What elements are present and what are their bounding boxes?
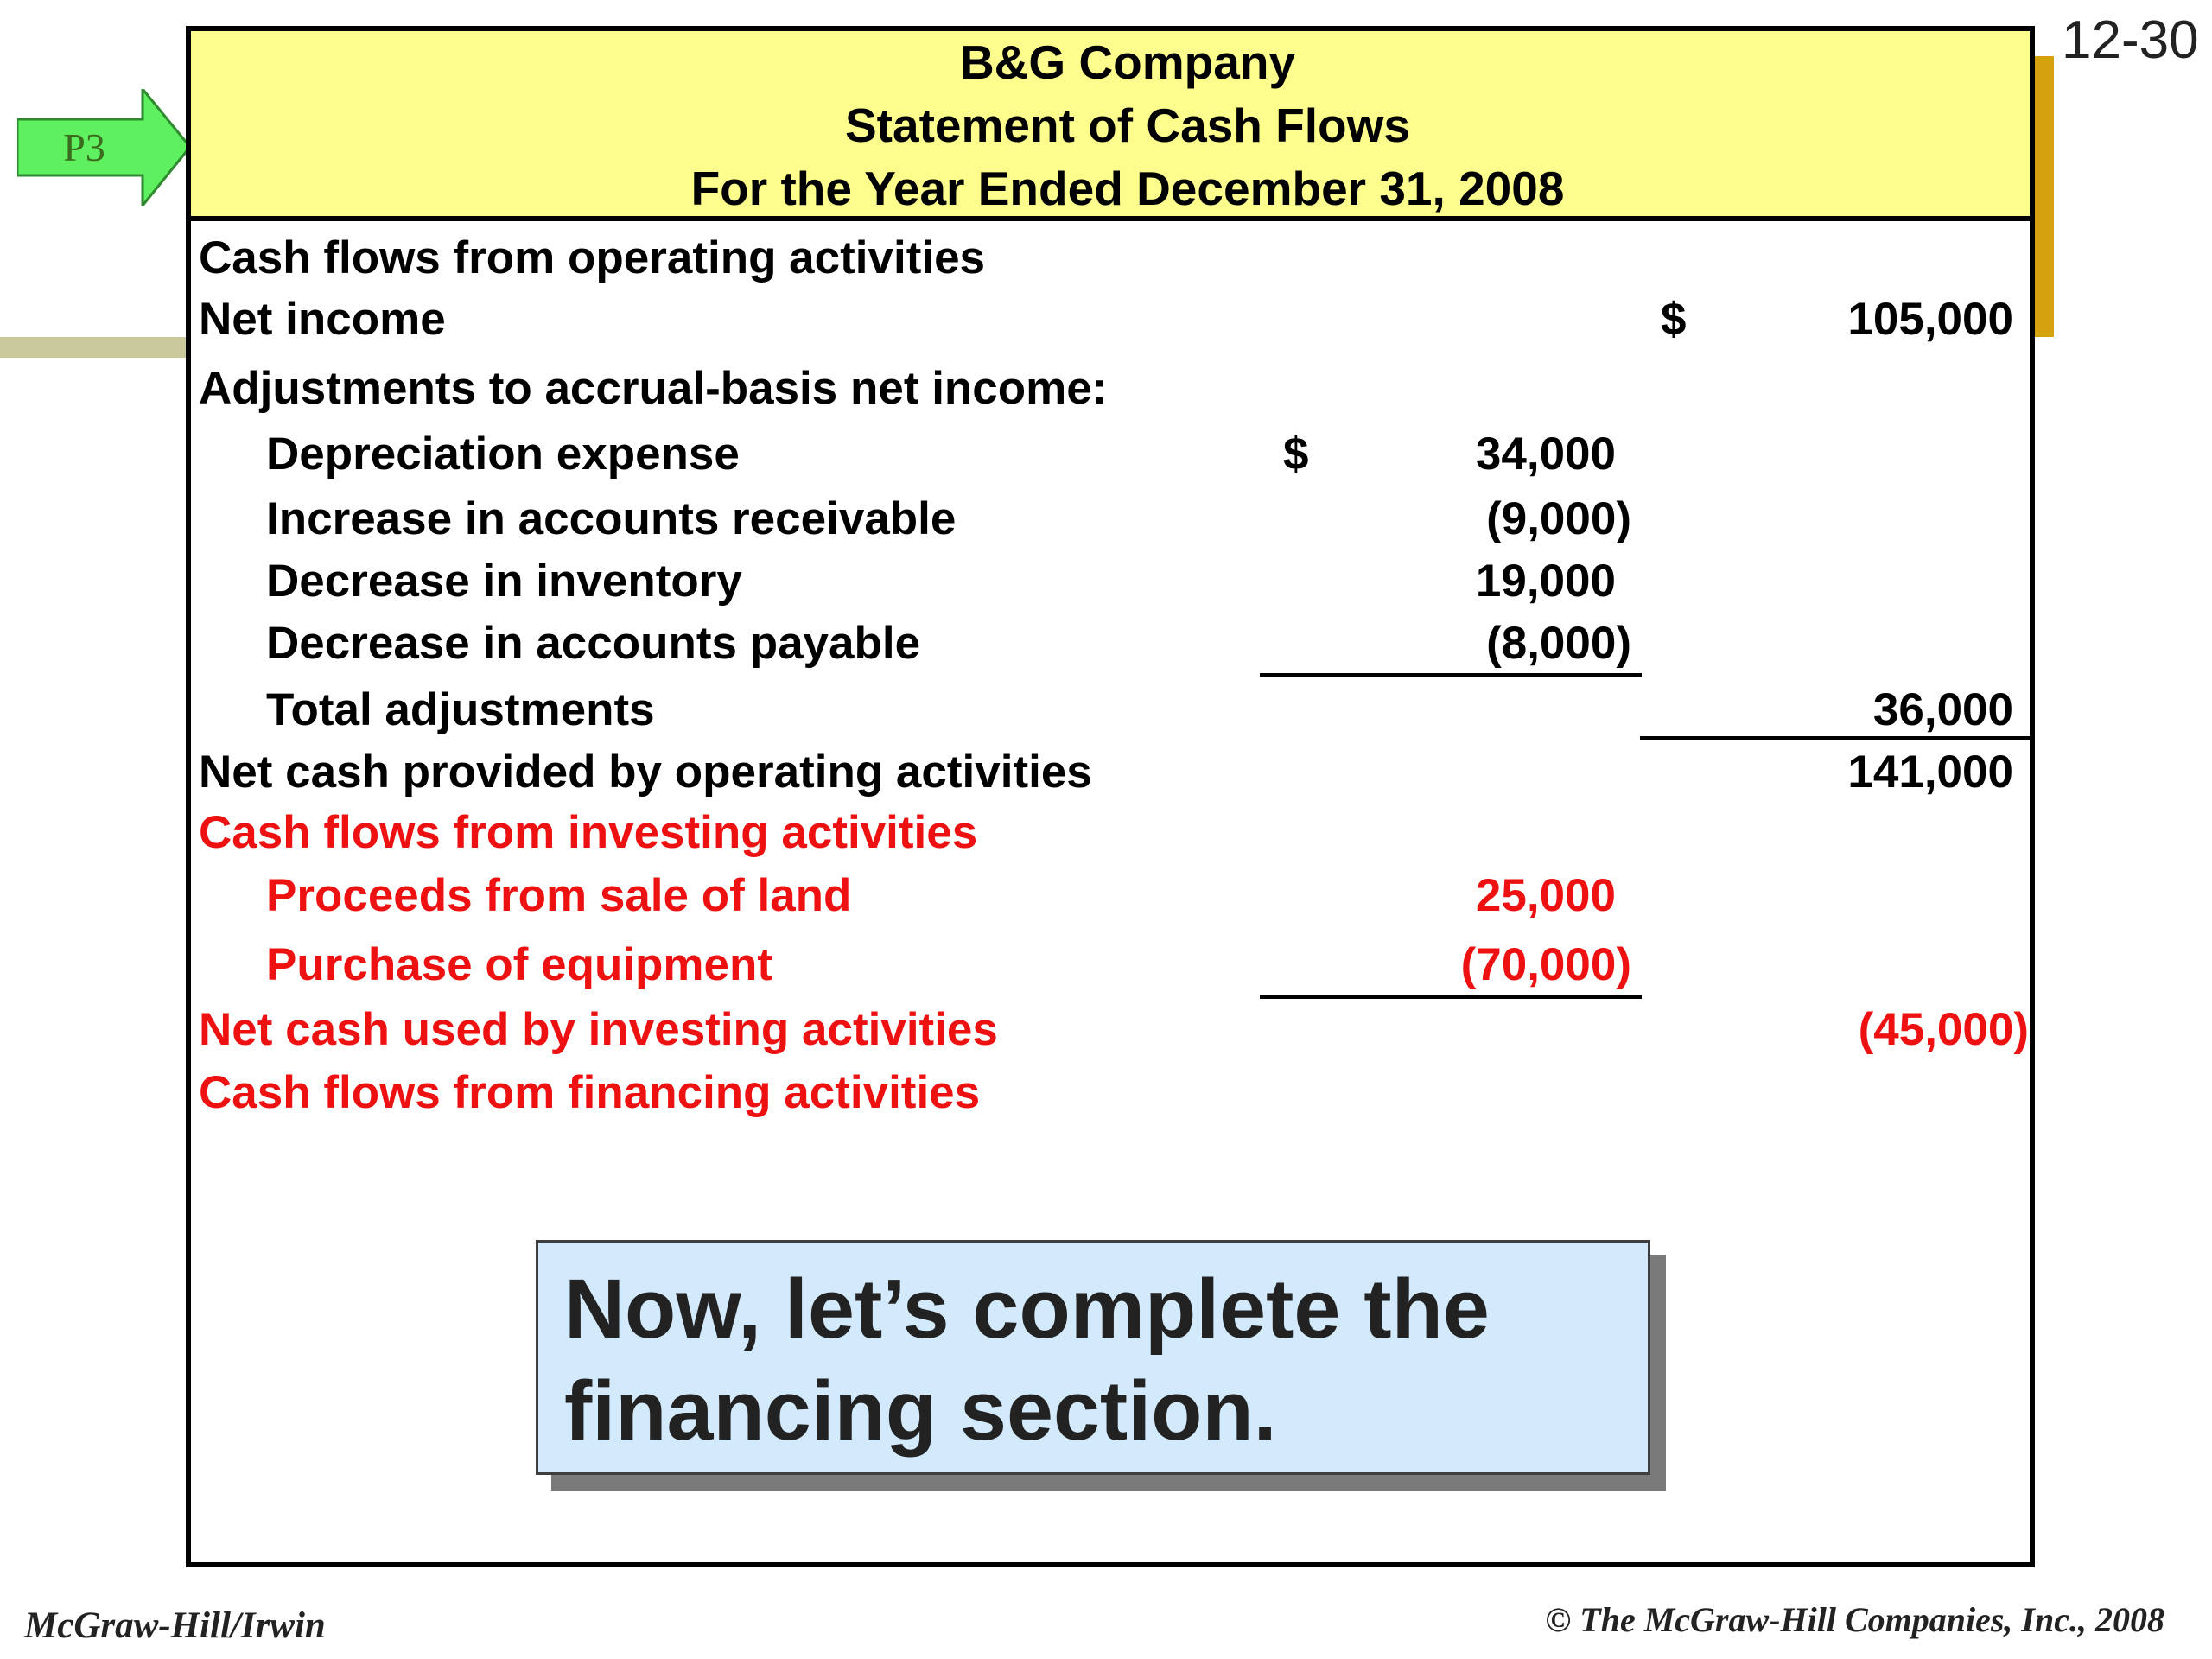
statement-title: Statement of Cash Flows <box>845 99 1410 152</box>
subtotal-rule <box>1260 673 1642 677</box>
p3-badge-label: P3 <box>63 125 105 169</box>
adjustment-label: Depreciation expense <box>266 429 740 480</box>
investing-heading: Cash flows from investing activities <box>199 807 978 858</box>
financing-heading: Cash flows from financing activities <box>199 1067 981 1118</box>
net-income-label: Net income <box>199 294 446 345</box>
adjustment-currency: $ <box>1283 429 1309 480</box>
net-income-value: 105,000 <box>1847 294 2013 345</box>
investing-item-label: Purchase of equipment <box>266 939 773 990</box>
adjustment-value: (9,000) <box>1486 493 1631 544</box>
page-number: 12-30 <box>2062 10 2199 70</box>
net-investing-value: (45,000) <box>1858 1004 2029 1055</box>
net-income-currency: $ <box>1661 294 1687 345</box>
company-name: B&G Company <box>959 35 1296 89</box>
net-investing-label: Net cash used by investing activities <box>199 1004 998 1055</box>
total-rule <box>1640 736 2031 740</box>
adjustments-heading: Adjustments to accrual-basis net income: <box>199 363 1108 414</box>
adjustment-label: Increase in accounts receivable <box>266 493 957 544</box>
subtotal-rule <box>1260 995 1642 999</box>
statement-period: For the Year Ended December 31, 2008 <box>690 162 1565 215</box>
adjustment-value: 19,000 <box>1475 556 1616 607</box>
adjustment-label: Decrease in inventory <box>266 556 742 607</box>
footer-copyright: © The McGraw-Hill Companies, Inc., 2008 <box>1545 1600 2164 1639</box>
adjustment-value: (8,000) <box>1486 618 1631 669</box>
total-adjustments-value: 36,000 <box>1872 684 2013 735</box>
adjustment-value: 34,000 <box>1475 429 1616 480</box>
accent-bar-olive <box>0 337 188 358</box>
accent-bar-gold <box>2035 56 2054 337</box>
statement-header <box>191 31 2030 221</box>
investing-item-label: Proceeds from sale of land <box>266 870 852 921</box>
operating-heading: Cash flows from operating activities <box>199 232 986 283</box>
investing-item-value: 25,000 <box>1475 870 1616 921</box>
adjustment-label: Decrease in accounts payable <box>266 618 921 669</box>
investing-item-value: (70,000) <box>1460 939 1631 990</box>
callout-box: Now, let’s complete the financing section. <box>536 1240 1650 1475</box>
net-operating-label: Net cash provided by operating activities <box>199 747 1092 798</box>
total-adjustments-label: Total adjustments <box>266 684 655 735</box>
footer-publisher: McGraw-Hill/Irwin <box>24 1605 326 1646</box>
net-operating-value: 141,000 <box>1847 747 2013 798</box>
